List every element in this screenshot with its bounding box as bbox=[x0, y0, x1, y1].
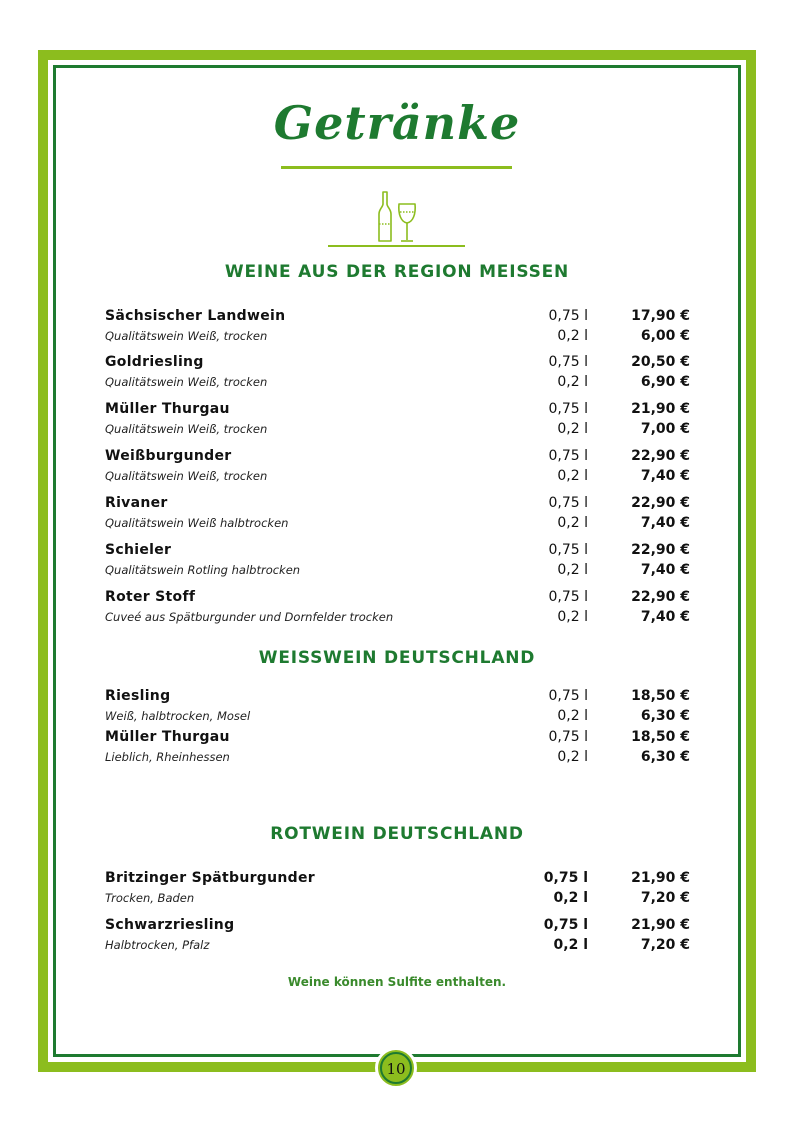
wine-name: Britzinger Spätburgunder bbox=[105, 870, 315, 886]
price-glass: 7,00 € bbox=[640, 421, 690, 437]
wine-name: Roter Stoff bbox=[105, 589, 196, 605]
volume-glass: 0,2 l bbox=[553, 937, 588, 953]
list-item bbox=[105, 589, 690, 629]
volume-glass: 0,2 l bbox=[557, 609, 588, 625]
wine-description: Trocken, Baden bbox=[105, 891, 195, 905]
volume-bottle: 0,75 l bbox=[548, 308, 588, 324]
price-bottle: 18,50 € bbox=[631, 688, 690, 704]
wine-description: Qualitätswein Weiß, trocken bbox=[105, 422, 268, 436]
volume-bottle: 0,75 l bbox=[548, 542, 588, 558]
volume-bottle: 0,75 l bbox=[548, 354, 588, 370]
list-item bbox=[105, 448, 690, 488]
icon-divider bbox=[328, 245, 465, 247]
list-item bbox=[105, 870, 690, 910]
volume-glass: 0,2 l bbox=[557, 374, 588, 390]
sulfite-note: Weine können Sulfite enthalten. bbox=[287, 975, 507, 989]
wine-name: Schwarzriesling bbox=[105, 917, 235, 933]
volume-glass: 0,2 l bbox=[553, 890, 588, 906]
wine-description: Qualitätswein Rotling halbtrocken bbox=[105, 563, 301, 577]
price-bottle: 21,90 € bbox=[631, 917, 690, 933]
volume-glass: 0,2 l bbox=[557, 328, 588, 344]
wine-description: Lieblich, Rheinhessen bbox=[105, 750, 230, 764]
wine-name: Schieler bbox=[105, 542, 172, 558]
price-bottle: 22,90 € bbox=[631, 448, 690, 464]
wine-name: Riesling bbox=[105, 688, 171, 704]
wine-description: Qualitätswein Weiß, trocken bbox=[105, 375, 268, 389]
wine-bottle-glass-icon bbox=[373, 190, 419, 244]
price-glass: 6,30 € bbox=[640, 749, 690, 765]
volume-glass: 0,2 l bbox=[557, 562, 588, 578]
volume-bottle: 0,75 l bbox=[548, 495, 588, 511]
wine-name: Sächsischer Landwein bbox=[105, 308, 286, 324]
wine-description: Qualitätswein Weiß halbtrocken bbox=[105, 516, 289, 530]
page-number: 10 bbox=[380, 1052, 412, 1084]
price-bottle: 22,90 € bbox=[631, 589, 690, 605]
list-item bbox=[105, 688, 690, 728]
price-bottle: 17,90 € bbox=[631, 308, 690, 324]
price-glass: 6,90 € bbox=[640, 374, 690, 390]
wine-name: Müller Thurgau bbox=[105, 729, 230, 745]
section-title-meissen: WEINE AUS DER REGION MEISSEN bbox=[224, 262, 570, 282]
price-glass: 7,40 € bbox=[640, 468, 690, 484]
title-divider bbox=[281, 166, 512, 169]
volume-bottle: 0,75 l bbox=[543, 870, 588, 886]
section-title-rotwein: ROTWEIN DEUTSCHLAND bbox=[270, 824, 524, 844]
volume-glass: 0,2 l bbox=[557, 421, 588, 437]
volume-glass: 0,2 l bbox=[557, 749, 588, 765]
list-item bbox=[105, 354, 690, 394]
price-glass: 7,40 € bbox=[640, 562, 690, 578]
volume-bottle: 0,75 l bbox=[548, 448, 588, 464]
volume-bottle: 0,75 l bbox=[548, 401, 588, 417]
wine-name: Müller Thurgau bbox=[105, 401, 230, 417]
price-bottle: 21,90 € bbox=[631, 870, 690, 886]
wine-description: Halbtrocken, Pfalz bbox=[105, 938, 210, 952]
list-item bbox=[105, 542, 690, 582]
volume-glass: 0,2 l bbox=[557, 708, 588, 724]
wine-description: Weiß, halbtrocken, Mosel bbox=[105, 709, 251, 723]
price-bottle: 20,50 € bbox=[631, 354, 690, 370]
price-bottle: 21,90 € bbox=[631, 401, 690, 417]
wine-description: Qualitätswein Weiß, trocken bbox=[105, 329, 268, 343]
price-bottle: 22,90 € bbox=[631, 495, 690, 511]
section-title-weisswein: WEISSWEIN DEUTSCHLAND bbox=[258, 648, 536, 668]
list-item bbox=[105, 729, 690, 769]
price-glass: 7,40 € bbox=[640, 515, 690, 531]
volume-bottle: 0,75 l bbox=[548, 688, 588, 704]
volume-glass: 0,2 l bbox=[557, 515, 588, 531]
wine-name: Goldriesling bbox=[105, 354, 204, 370]
volume-glass: 0,2 l bbox=[557, 468, 588, 484]
price-glass: 7,20 € bbox=[640, 937, 690, 953]
wine-name: Weißburgunder bbox=[105, 448, 232, 464]
wine-name: Rivaner bbox=[105, 495, 168, 511]
page-title: Getränke bbox=[273, 96, 521, 150]
price-glass: 7,40 € bbox=[640, 609, 690, 625]
price-glass: 6,30 € bbox=[640, 708, 690, 724]
wine-description: Qualitätswein Weiß, trocken bbox=[105, 469, 268, 483]
price-glass: 6,00 € bbox=[640, 328, 690, 344]
wine-description: Cuveé aus Spätburgunder und Dornfelder trocken bbox=[105, 610, 394, 624]
price-bottle: 22,90 € bbox=[631, 542, 690, 558]
volume-bottle: 0,75 l bbox=[548, 589, 588, 605]
list-item bbox=[105, 917, 690, 957]
volume-bottle: 0,75 l bbox=[548, 729, 588, 745]
price-bottle: 18,50 € bbox=[631, 729, 690, 745]
volume-bottle: 0,75 l bbox=[543, 917, 588, 933]
price-glass: 7,20 € bbox=[640, 890, 690, 906]
list-item bbox=[105, 308, 690, 348]
list-item bbox=[105, 495, 690, 535]
list-item bbox=[105, 401, 690, 441]
